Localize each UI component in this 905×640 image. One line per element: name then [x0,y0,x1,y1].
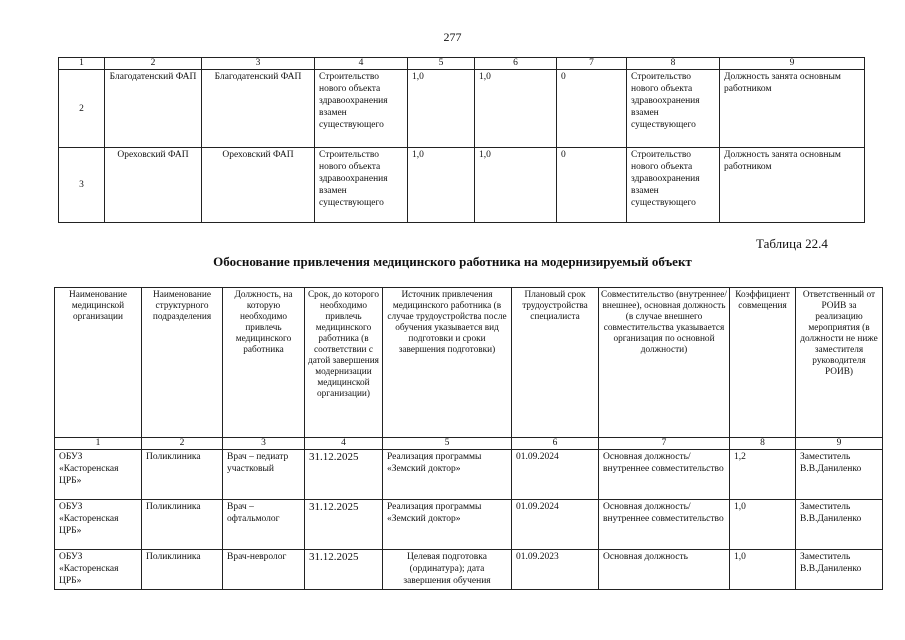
table-title: Обоснование привлечения медицинского работника на модернизируемый объект [213,254,692,269]
col-number: 9 [720,58,865,70]
status-cell: Должность занята основным работником [720,148,865,223]
org-cell: Благодатенский ФАП [105,70,202,148]
col-number: 5 [408,58,475,70]
unit-cell: Ореховский ФАП [202,148,315,223]
org-cell: ОБУЗ «Касторенская ЦРБ» [55,550,142,590]
unit-cell: Поликлиника [142,500,223,550]
col-number: 2 [142,438,223,450]
row-number: 3 [59,148,105,223]
measure-cell: Строительство нового объекта здравоохранения взамен существующего [315,70,408,148]
combination-cell: Основная должность/внутреннее совместительство [599,500,730,550]
table-row [55,500,883,550]
value-cell: 0 [557,148,627,223]
measure-cell: Строительство нового объекта здравоохранения взамен существующего [627,148,720,223]
col-number: 1 [59,58,105,70]
position-cell: Врач – педиатр участковый [223,450,305,500]
value-cell: 1,0 [408,148,475,223]
value-cell: 0 [557,70,627,148]
deadline-cell: 31.12.2025 [305,450,383,500]
deadline-cell: 31.12.2025 [305,500,383,550]
coefficient-cell: 1,0 [730,550,796,590]
table-continuation [58,57,865,223]
row-number: 2 [59,70,105,148]
col-number: 9 [796,438,883,450]
combination-cell: Основная должность/внутреннее совместительство [599,450,730,500]
planned-date-cell: 01.09.2024 [512,500,599,550]
col-number: 7 [599,438,730,450]
responsible-cell: Заместитель В.В.Даниленко [796,550,883,590]
col-number: 6 [512,438,599,450]
column-number-row [59,58,865,70]
column-number-row [55,438,883,450]
measure-cell: Строительство нового объекта здравоохранения взамен существующего [315,148,408,223]
table-row [59,148,865,223]
col-number: 4 [305,438,383,450]
unit-cell: Поликлиника [142,550,223,590]
source-cell: Реализация программы «Земский доктор» [383,500,512,550]
unit-cell: Поликлиника [142,450,223,500]
deadline-cell: 31.12.2025 [305,550,383,590]
col-number: 1 [55,438,142,450]
col-number: 6 [475,58,557,70]
coefficient-cell: 1,0 [730,500,796,550]
unit-cell: Благодатенский ФАП [202,70,315,148]
column-header: Наименование медицинской организации [55,288,142,438]
table-label: Таблица 22.4 [756,236,828,251]
column-header: Должность, на которую необходимо привлечь медицинского работника [223,288,305,438]
table-row [55,450,883,500]
column-header: Коэффициент совмещения [730,288,796,438]
measure-cell: Строительство нового объекта здравоохранения взамен существующего [627,70,720,148]
col-number: 5 [383,438,512,450]
org-cell: ОБУЗ «Касторенская ЦРБ» [55,450,142,500]
col-number: 3 [202,58,315,70]
column-header: Совместительство (внутреннее/внешнее), основная должность (в случае внешнего совместительства указывается организация по основной должности) [599,288,730,438]
source-cell: Реализация программы «Земский доктор» [383,450,512,500]
col-number: 4 [315,58,408,70]
planned-date-cell: 01.09.2023 [512,550,599,590]
col-number: 3 [223,438,305,450]
value-cell: 1,0 [408,70,475,148]
planned-date-cell: 01.09.2024 [512,450,599,500]
column-header: Срок, до которого необходимо привлечь медицинского работника (в соответствии с датой завершения модернизации медицинской организации) [305,288,383,438]
position-cell: Врач-невролог [223,550,305,590]
column-header: Плановый срок трудоустройства специалиста [512,288,599,438]
col-number: 7 [557,58,627,70]
responsible-cell: Заместитель В.В.Даниленко [796,500,883,550]
col-number: 8 [627,58,720,70]
staffing-table [54,287,883,590]
coefficient-cell: 1,2 [730,450,796,500]
column-header: Наименование структурного подразделения [142,288,223,438]
column-header: Ответственный от РОИВ за реализацию мероприятия (в должности не ниже заместителя руководителя РОИВ) [796,288,883,438]
col-number: 2 [105,58,202,70]
source-cell: Целевая подготовка (ординатура); дата завершения обучения [383,550,512,590]
column-header: Источник привлечения медицинского работника (в случае трудоустройства после обучения указывается вид подготовки и сроки завершения подготовки) [383,288,512,438]
responsible-cell: Заместитель В.В.Даниленко [796,450,883,500]
table-row [59,70,865,148]
page-number: 277 [443,30,462,44]
org-cell: Ореховский ФАП [105,148,202,223]
combination-cell: Основная должность [599,550,730,590]
status-cell: Должность занята основным работником [720,70,865,148]
table-row [55,550,883,590]
header-row [55,288,883,438]
value-cell: 1,0 [475,70,557,148]
position-cell: Врач – офтальмолог [223,500,305,550]
value-cell: 1,0 [475,148,557,223]
org-cell: ОБУЗ «Касторенская ЦРБ» [55,500,142,550]
col-number: 8 [730,438,796,450]
